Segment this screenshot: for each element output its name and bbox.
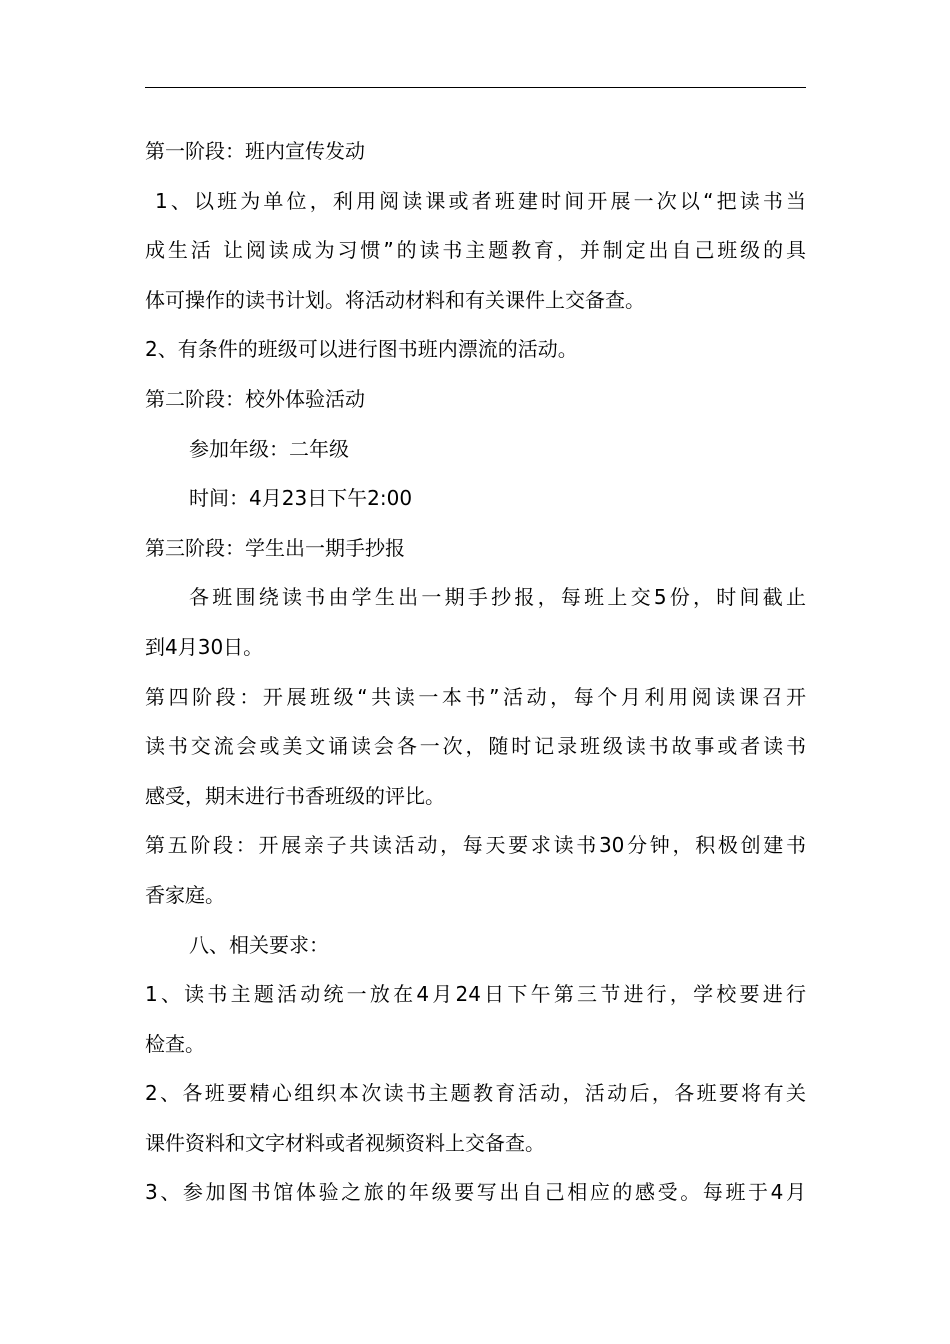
text-line: 课件资料和文字材料或者视频资料上交备查。 (145, 1130, 545, 1155)
text-line: 成生活 让阅读成为习惯”的读书主题教育，并制定出自己班级的具 (145, 238, 806, 263)
text-line: 第二阶段：校外体验活动 (145, 386, 365, 411)
text-line: 2、各班要精心组织本次读书主题教育活动，活动后，各班要将有关 (145, 1081, 806, 1106)
text-line: 第三阶段：学生出一期手抄报 (145, 535, 405, 560)
header-rule (145, 87, 806, 88)
text-line: 时间：4月23日下午2:00 (189, 486, 413, 511)
text-line: 各班围绕读书由学生出一期手抄报，每班上交5份，时间截止 (189, 585, 806, 610)
text-line: 读书交流会或美文诵读会各一次，随时记录班级读书故事或者读书 (145, 734, 806, 759)
text-line: 体可操作的读书计划。将活动材料和有关课件上交备查。 (145, 287, 645, 312)
text-line: 第一阶段：班内宣传发动 (145, 139, 365, 163)
text-line: 感受，期末进行书香班级的评比。 (145, 783, 445, 808)
body-text (145, 127, 806, 1218)
text-line: 八、相关要求： (189, 932, 329, 957)
text-line: 香家庭。 (145, 882, 225, 907)
text-line: 检查。 (145, 1031, 205, 1056)
text-line: 参加年级：二年级 (189, 436, 349, 461)
text-line: 3、参加图书馆体验之旅的年级要写出自己相应的感受。每班于4月 (145, 1180, 806, 1205)
text-line: 1、读书主题活动统一放在4月24日下午第三节进行，学校要进行 (145, 982, 806, 1007)
text-line: 第五阶段：开展亲子共读活动，每天要求读书30分钟，积极创建书 (145, 833, 806, 858)
text-line: 第四阶段：开展班级“共读一本书”活动，每个月利用阅读课召开 (145, 684, 806, 709)
text-line: 1、以班为单位，利用阅读课或者班建时间开展一次以“把读书当 (155, 188, 806, 213)
text-line: 到4月30日。 (145, 634, 264, 659)
text-line: 2、有条件的班级可以进行图书班内漂流的活动。 (145, 337, 578, 362)
